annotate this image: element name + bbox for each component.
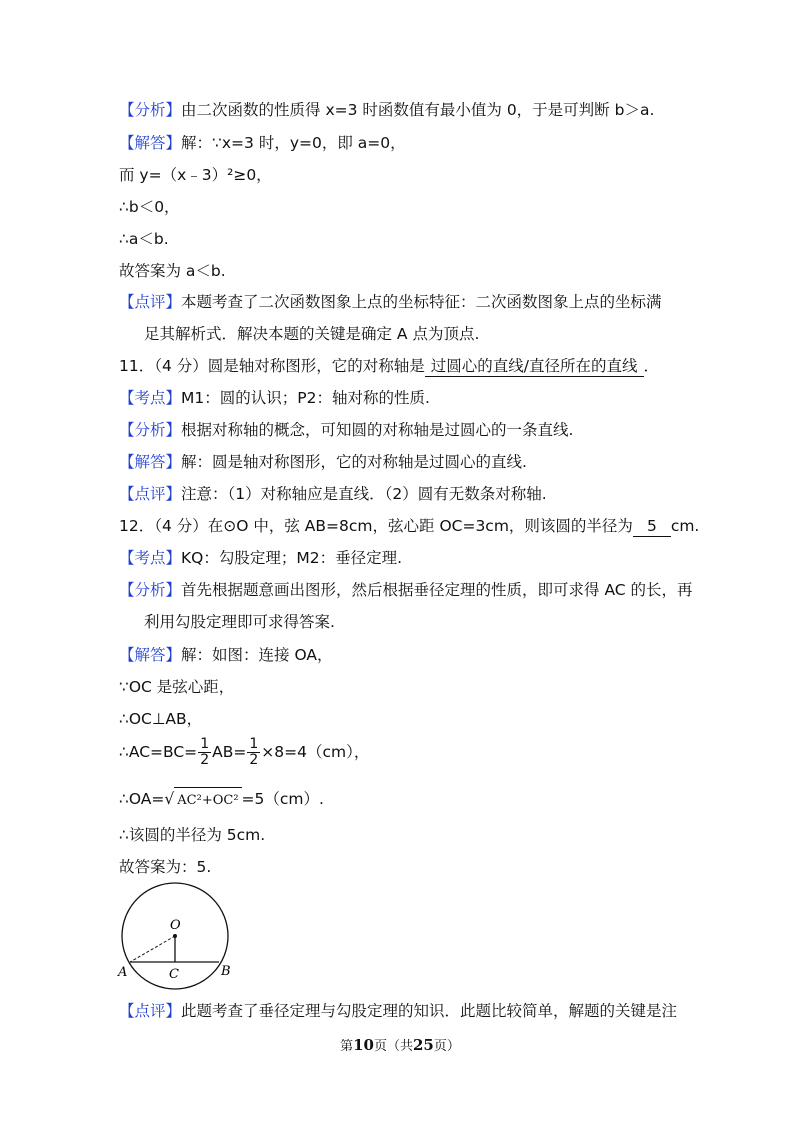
q12-step-2: ∴OC⊥AB， [119,710,203,728]
q10-step-2: ∴b＜0， [119,198,180,216]
sqrt-radicand: AC²+OC² [174,787,241,814]
tag-comment: 【点评】 [119,293,182,311]
center-point [173,934,177,938]
circle-diagram [110,878,250,993]
q12-analysis-cont: 利用勾股定理即可求得答案. [144,613,335,631]
q12-step-1: ∵OC 是弦心距， [119,678,235,696]
q10-step-1: 而 y=（x﹣3）²≥0， [119,166,272,184]
q10-step-3: ∴a＜b. [119,230,169,248]
q11-key-points: 【考点】M1：圆的认识；P2：轴对称的性质. [119,389,430,407]
tag-solution: 【解答】 [119,134,182,152]
q10-comment: 【点评】本题考查了二次函数图象上点的坐标特征：二次函数图象上点的坐标满 [119,293,662,311]
tag-key-points: 【考点】 [119,389,182,407]
q12-step-4: 故答案为：5. [119,858,212,876]
tag-comment: 【点评】 [119,1002,182,1020]
q11-solution: 【解答】解：圆是轴对称图形，它的对称轴是过圆心的直线. [119,453,527,471]
q12-key-points: 【考点】KQ：勾股定理；M2：垂径定理. [119,549,403,567]
page-number: 10 [353,1036,374,1054]
tag-solution: 【解答】 [119,453,182,471]
q10-step-4: 故答案为 a＜b. [119,262,226,280]
tag-analysis: 【分析】 [119,101,182,119]
fraction-half: $\frac{1}{2}$ [200,736,210,768]
label-o: O [170,918,181,933]
tag-key-points: 【考点】 [119,549,182,567]
q10-solution: 【解答】解：∵x=3 时，y=0，即 a=0， [119,134,406,152]
tag-analysis: 【分析】 [119,581,182,599]
q12-step-ac: ∴AC=BC= $\frac{1}{2}$ AB= $\frac{1}{2}$ ×8=4（cm）， [119,736,370,768]
q10-analysis: 【分析】由二次函数的性质得 x=3 时函数值有最小值为 0，于是可判断 b＞a. [119,101,655,119]
fraction-half: $\frac{1}{2}$ [249,736,259,768]
q12-step-3: ∴该圆的半径为 5cm. [119,826,266,844]
q12-stem: 12．（4 分）在⊙O 中，弦 AB=8cm，弦心距 OC=3cm，则该圆的半径为 5 cm. [119,517,700,535]
sqrt-sign: √ [164,790,175,808]
page-total: 25 [413,1036,434,1054]
page-footer: 第10页（共25页） [340,1036,460,1054]
segment-oa-dashed [130,936,175,962]
q11-comment: 【点评】注意：（1）对称轴应是直线．（2）圆有无数条对称轴. [119,485,547,503]
label-c: C [169,967,179,982]
q12-analysis: 【分析】首先根据题意画出图形，然后根据垂径定理的性质，即可求得 AC 的长，再 [119,581,693,599]
q11-analysis: 【分析】根据对称轴的概念，可知圆的对称轴是过圆心的一条直线. [119,421,574,439]
tag-comment: 【点评】 [119,485,182,503]
q11-answer: 过圆心的直线/直径所在的直线 [425,356,644,377]
label-a: A [118,965,128,980]
q12-comment: 【点评】此题考查了垂径定理与勾股定理的知识．此题比较简单，解题的关键是注 [119,1002,678,1020]
tag-solution: 【解答】 [119,646,182,664]
label-b: B [221,964,231,979]
q10-comment-cont: 足其解析式．解决本题的关键是确定 A 点为顶点. [144,325,480,343]
q11-stem: 11．（4 分）圆是轴对称图形，它的对称轴是 过圆心的直线/直径所在的直线 ． [119,357,660,375]
q12-solution: 【解答】解：如图：连接 OA， [119,646,333,664]
q12-answer: 5 [633,516,671,537]
q12-step-oa: ∴OA=√ AC²+OC² =5（cm）. [119,786,324,814]
tag-analysis: 【分析】 [119,421,182,439]
